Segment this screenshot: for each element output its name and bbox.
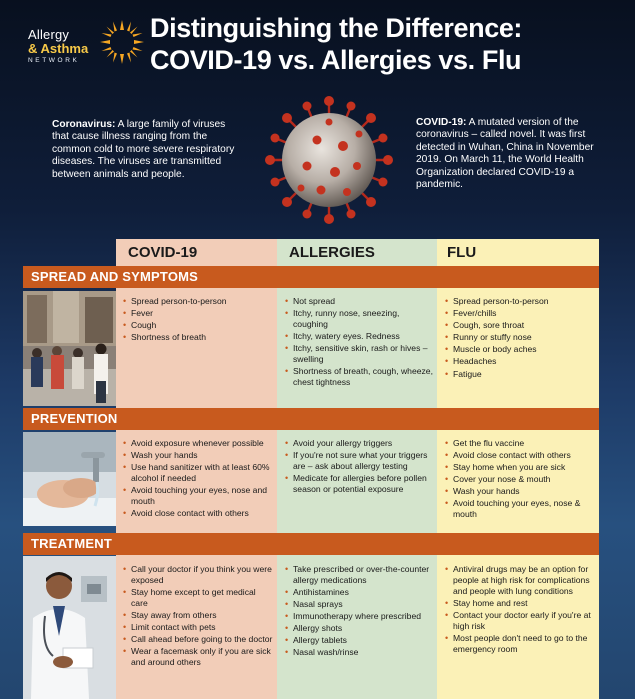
street-crowd-photo [23,291,116,406]
doctor-photo [23,556,116,699]
sun-icon [98,18,146,66]
list-item: • Avoid close contact with others [445,450,597,461]
section-spread-symptoms: SPREAD AND SYMPTOMS [23,266,599,288]
list-item: • Spread person-to-person [123,296,273,307]
allergies-symptoms-list [285,296,435,388]
list-item: • Not spread [285,296,435,307]
list-item: • Antihistamines [285,587,435,598]
allergies-column-header: ALLERGIES [289,244,375,261]
list-item: • Use hand sanitizer with at least 60% alcohol if needed [123,462,273,484]
covid-prevention-list [123,438,273,519]
list-item: • Shortness of breath, cough, wheeze, chest tightness [285,366,435,388]
section-treatment: TREATMENT [23,533,599,555]
list-item: • Call ahead before going to the doctor [123,634,273,645]
list-item: • Cover your nose & mouth [445,474,597,485]
list-item: • Stay home and rest [445,598,597,609]
list-item: • Fever [123,308,273,319]
list-item: • Limit contact with pets [123,622,273,633]
title-line-2: COVID-19 vs. Allergies vs. Flu [150,45,522,75]
list-item: • Avoid touching your eyes, nose & mouth [445,498,597,520]
flu-symptoms-list [445,296,597,379]
allergy-asthma-network-logo [16,12,136,82]
covid-column-header: COVID-19 [128,244,198,261]
list-item: • Cough, sore throat [445,320,597,331]
list-item: • Nasal sprays [285,599,435,610]
title-line-1: Distinguishing the Difference: [150,13,523,43]
flu-column-header: FLU [447,244,477,261]
list-item: • If you're not sure what your triggers are – ask about allergy testing [285,450,435,472]
flu-treatment-list [445,564,597,655]
list-item: • Wash your hands [445,486,597,497]
page-title [150,12,620,76]
allergies-prevention-list [285,438,435,495]
section-prevention: PREVENTION [23,408,599,430]
list-item: • Avoid your allergy triggers [285,438,435,449]
list-item: • Allergy shots [285,623,435,634]
list-item: • Wear a facemask only if you are sick and around others [123,646,273,668]
list-item: • Most people don't need to go to the emergency room [445,633,597,655]
list-item: • Wash your hands [123,450,273,461]
covid-definition [416,117,602,191]
list-item: • Cough [123,320,273,331]
list-item: • Stay away from others [123,610,273,621]
list-item: • Antiviral drugs may be an option for people at high risk for complications and people with lung conditions [445,564,597,597]
covid-treatment-list [123,564,273,668]
handwashing-photo [23,432,116,526]
list-item: • Itchy, sensitive skin, rash or hives – swelling [285,343,435,365]
flu-prevention-list [445,438,597,520]
covid-term: COVID-19: [416,117,467,128]
coronavirus-definition [52,119,240,181]
logo-line-2: & Asthma [28,41,89,56]
logo-line-3: NETWORK [28,57,80,64]
list-item: • Itchy, runny nose, sneezing, coughing [285,308,435,330]
list-item: • Call your doctor if you think you were exposed [123,564,273,586]
list-item: • Contact your doctor early if you're at high risk [445,610,597,632]
list-item: • Muscle or body aches [445,344,597,355]
list-item: • Avoid close contact with others [123,508,273,519]
list-item: • Fever/chills [445,308,597,319]
list-item: • Fatigue [445,369,597,380]
list-item: • Runny or stuffy nose [445,332,597,343]
logo-line-1: Allergy [28,27,70,42]
coronavirus-text: A large family of viruses that cause illness ranging from the common cold to more severe respiratory diseases. The viruses are transmitted between animals and people. [52,119,235,180]
list-item: • Stay home when you are sick [445,462,597,473]
list-item: • Allergy tablets [285,635,435,646]
list-item: • Shortness of breath [123,332,273,343]
list-item: • Avoid touching your eyes, nose and mouth [123,485,273,507]
list-item: • Immunotherapy where prescribed [285,611,435,622]
covid-text: A mutated version of the coronavirus – called novel. It was first detected in Wuhan, China in November 2019. On March 11, the World Health Organization declared COVID-19 a pandemic. [416,117,594,191]
list-item: • Headaches [445,356,597,367]
list-item: • Get the flu vaccine [445,438,597,449]
comparison-table [23,239,599,699]
list-item: • Stay home except to get medical care [123,587,273,609]
list-item: • Medicate for allergies before pollen season or potential exposure [285,473,435,495]
list-item: • Nasal wash/rinse [285,647,435,658]
list-item: • Take prescribed or over-the-counter allergy medications [285,564,435,586]
list-item: • Itchy, watery eyes. Redness [285,331,435,342]
list-item: • Spread person-to-person [445,296,597,307]
allergies-treatment-list [285,564,435,658]
covid-symptoms-list [123,296,273,343]
coronavirus-illustration [247,92,411,228]
list-item: • Avoid exposure whenever possible [123,438,273,449]
coronavirus-term: Coronavirus: [52,119,116,130]
